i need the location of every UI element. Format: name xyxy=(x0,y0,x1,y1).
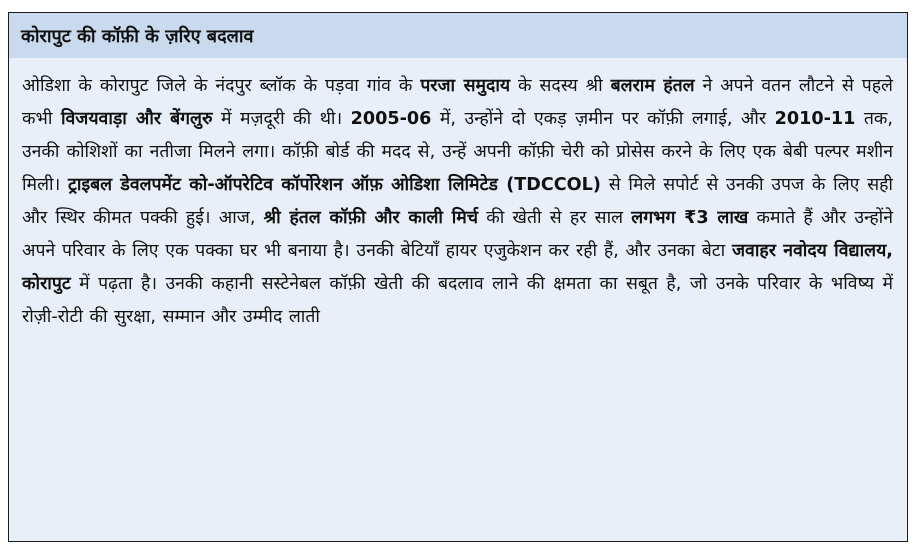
bold-segment: परजा समुदाय xyxy=(420,76,511,96)
bold-segment: ट्राइबल डेवलपमेंट को-ऑपरेटिव कॉर्पोरेशन ऑफ़ ओडिशा लिमिटेड (TDCCOL) xyxy=(68,175,601,195)
text-segment: में मज़दूरी की थी। xyxy=(212,109,351,129)
text-segment: में, उन्होंने दो एकड़ ज़मीन पर कॉफ़ी लगाई, और xyxy=(431,109,775,129)
bold-segment: जवाहर नवोदय विद्यालय, कोरापुट xyxy=(22,241,893,294)
text-segment: की खेती से हर साल xyxy=(478,208,632,228)
bold-segment: 2005-06 xyxy=(350,109,432,129)
text-segment: तक, उनकी कोशिशों का नतीजा मिलने लगा। कॉफ़ी बोर्ड की मदद से, उन्हें अपनी कॉफ़ी चेरी को प्रोसेस करने के लिए एक बेबी पल्पर मशीन मिली। xyxy=(22,109,893,195)
story-paragraph xyxy=(9,58,907,334)
bold-segment: बलराम हंतल xyxy=(610,76,695,96)
bold-segment: 2010-11 xyxy=(774,109,856,129)
bold-segment: श्री हंतल कॉफ़ी और काली मिर्च xyxy=(263,208,479,228)
bold-segment: लगभग ₹3 लाख xyxy=(631,208,749,228)
bold-segment: विजयवाड़ा और बेंगलुरु xyxy=(60,109,213,129)
text-segment: ने अपने वतन लौटने से पहले कभी xyxy=(22,76,893,129)
story-box xyxy=(8,12,908,542)
text-segment: में पढ़ता है। उनकी कहानी सस्टेनेबल कॉफ़ी खेती की बदलाव लाने की क्षमता का सबूत है, जो उनके परिवार के भविष्य में रोज़ी-रोटी की सुरक्षा, सम्मान और उम्मीद लाती xyxy=(22,274,893,327)
story-heading: कोरापुट की कॉफ़ी के ज़रिए बदलाव xyxy=(9,13,907,58)
text-segment: से मिले सपोर्ट से उनकी उपज के लिए सही और स्थिर कीमत पक्की हुई। आज, xyxy=(22,175,893,228)
text-segment: कमाते हैं और उन्होंने अपने परिवार के लिए एक पक्का घर भी बनाया है। उनकी बेटियाँ हायर एजुकेशन कर रही हैं, और उनका बेटा xyxy=(22,208,893,261)
text-segment: के सदस्य श्री xyxy=(510,76,611,96)
text-segment: ओडिशा के कोरापुट जिले के नंदपुर ब्लॉक के पड़वा गांव के xyxy=(22,76,421,96)
